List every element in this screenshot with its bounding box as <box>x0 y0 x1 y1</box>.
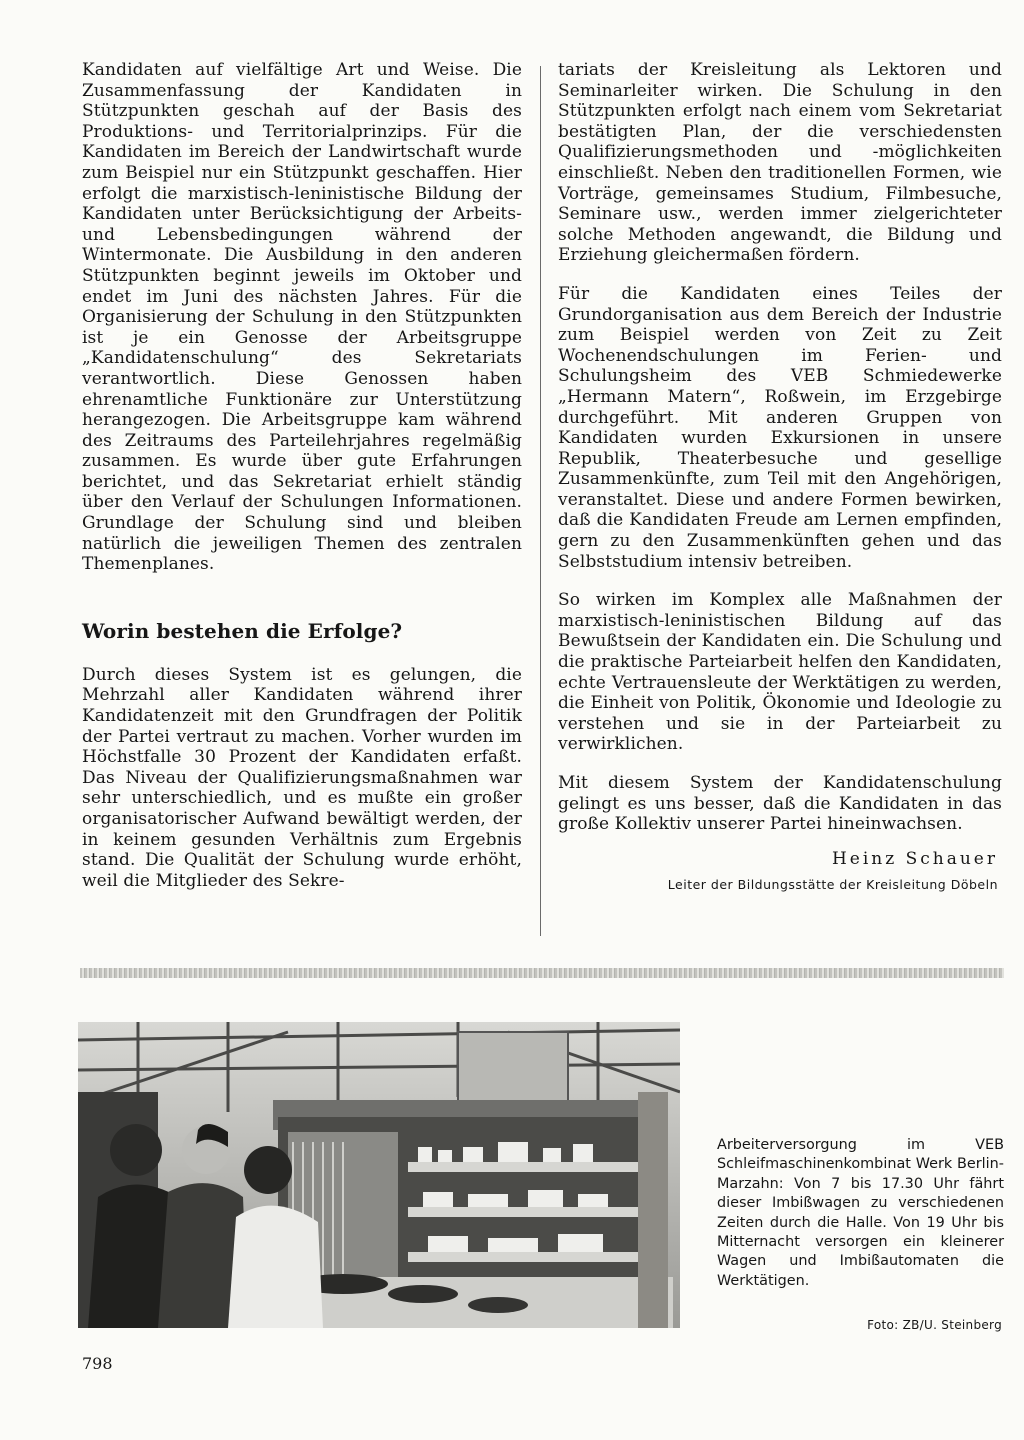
column-divider <box>540 66 541 936</box>
photo-credit: Foto: ZB/U. Steinberg <box>867 1318 1002 1332</box>
section-divider <box>80 968 1004 978</box>
photo-caption: Arbeiterversorgung im VEB Schleifmaschinenkombinat Werk Berlin-Marzahn: Von 7 bis 17.30 Uhr fährt dieser Imbißwagen zu verschiedenen Zeiten durch die Halle. Von 19 Uhr bis Mitternacht versorgen ein kleinerer Wagen und Imbißautomaten die Werktätigen. <box>717 1137 1004 1289</box>
article-column-left <box>82 60 522 891</box>
article-paragraph: So wirken im Komplex alle Maßnahmen der marxistisch-leninistischen Bildung auf das Bewußtsein der Kandidaten ein. Die Schulung und die praktische Parteiarbeit helfen den Kandidaten, echte Vertrauensleute der Werktätigen zu werden, die Einheit von Politik, Ökonomie und Ideologie zu verstehen und sie in der Parteiarbeit zu verwirklichen. <box>558 590 1002 755</box>
article-paragraph: Kandidaten auf vielfältige Art und Weise. Die Zusammenfassung der Kandidaten in Stützpunkten geschah auf der Basis des Produktions- und Territorialprinzips. Für die Kandidaten im Bereich der Landwirtschaft wurde zum Beispiel nur ein Stützpunkt geschaffen. Hier erfolgt die marxistisch-leninistische Bildung der Kandidaten unter Berücksichtigung der Arbeits- und Lebensbedingungen während der Wintermonate. Die Ausbildung in den anderen Stützpunkten beginnt jeweils im Oktober und endet im Juni des nächsten Jahres. Für die Organisierung der Schulung in den Stützpunkten ist je ein Genosse der Arbeitsgruppe „Kandidatenschulung“ des Sekretariats verantwortlich. Diese Genossen haben ehrenamtliche Funktionäre zur Unterstützung herangezogen. Die Arbeitsgruppe kam während des Zeitraums des Parteilehrjahres regelmäßig zusammen. Es wurde über gute Erfahrungen berichtet, und das Sekretariat erhielt ständig über den Verlauf der Schulungen Informationen. Grundlage der Schulung sind und bleiben natürlich die jeweiligen Themen des zentralen Themenplanes. <box>82 60 522 575</box>
author-role: Leiter der Bildungsstätte der Kreisleitung Döbeln <box>667 877 998 893</box>
article-column-right <box>558 60 1002 896</box>
section-heading: Worin bestehen die Erfolge? <box>82 618 403 643</box>
article-paragraph: Für die Kandidaten eines Teiles der Grundorganisation aus dem Bereich der Industrie zum Beispiel werden von Zeit zu Zeit Wochenendschulungen im Ferien- und Schulungsheim des VEB Schmiedewerke „Hermann Matern“, Roßwein, im Erzgebirge durchgeführt. Mit anderen Gruppen von Kandidaten wurden Exkursionen in unsere Republik, Theaterbesuche und gesellige Zusammenkünfte, zum Teil mit den Angehörigen, veranstaltet. Diese und andere Formen bewirken, daß die Kandidaten Freude am Lernen empfinden, gern zu den Zusammenkünften gehen und das Selbststudium intensiv betreiben. <box>558 283 1002 572</box>
photo-snack-wagon <box>78 1022 680 1328</box>
article-paragraph: Durch dieses System ist es gelungen, die Mehrzahl aller Kandidaten während ihrer Kandidatenzeit mit den Grundfragen der Politik der Partei vertraut zu machen. Vorher wurden im Höchstfalle 30 Prozent der Kandidaten erfaßt. Das Niveau der Qualifizierungsmaßnahmen war sehr unterschiedlich, und es mußte ein großer organisatorischer Aufwand bewältigt werden, der in keinem gesunden Verhältnis zum Ergebnis stand. Die Qualität der Schulung wurde erhöht, weil die Mitglieder des Sekre- <box>82 664 522 891</box>
article-paragraph: tariats der Kreisleitung als Lektoren und Seminarleiter wirken. Die Schulung in den Stützpunkten erfolgt nach einem vom Sekretariat bestätigten Plan, der die verschiedensten Qualifizierungsmethoden und -möglichkeiten einschließt. Neben den traditionellen Formen, wie Vorträge, gemeinsames Studium, Filmbesuche, Seminare usw., werden immer zielgerichteter solche Methoden angewandt, die Bildung und Erziehung gleichermaßen fördern. <box>558 60 1002 266</box>
author-name: Heinz Schauer <box>831 848 998 869</box>
page-number: 798 <box>82 1354 113 1373</box>
article-paragraph: Mit diesem System der Kandidatenschulung gelingt es uns besser, daß die Kandidaten in das große Kollektiv unserer Partei hineinwachsen. <box>558 773 1002 835</box>
